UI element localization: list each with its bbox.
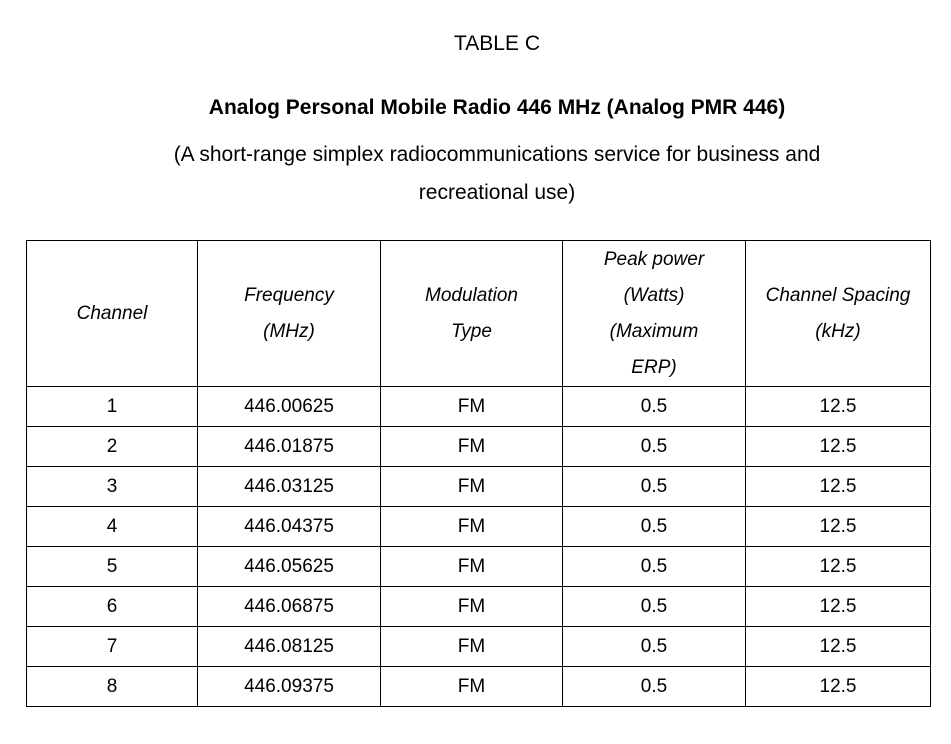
document-subtitle: (A short-range simplex radiocommunications service for business and recreational use) xyxy=(173,143,821,204)
modulation-cell: FM xyxy=(381,427,563,467)
modulation-cell: FM xyxy=(381,507,563,547)
frequency-cell: 446.00625 xyxy=(198,387,381,427)
channel-spacing-cell: 12.5 xyxy=(746,387,931,427)
channel-cell: 2 xyxy=(27,427,198,467)
document-title: Analog Personal Mobile Radio 446 MHz (Analog PMR 446) xyxy=(208,96,786,119)
channel-spacing-cell: 12.5 xyxy=(746,587,931,627)
table-row xyxy=(27,507,931,547)
channel-cell: 1 xyxy=(27,387,198,427)
frequency-cell: 446.03125 xyxy=(198,467,381,507)
channel-cell: 3 xyxy=(27,467,198,507)
channel-cell: 4 xyxy=(27,507,198,547)
table-row xyxy=(27,627,931,667)
table-row xyxy=(27,547,931,587)
peak-power-cell: 0.5 xyxy=(563,667,746,707)
frequency-cell: 446.04375 xyxy=(198,507,381,547)
frequency-cell: 446.09375 xyxy=(198,667,381,707)
table-row xyxy=(27,387,931,427)
channel-spacing-cell: 12.5 xyxy=(746,507,931,547)
channel-table-body xyxy=(27,387,931,707)
peak-power-cell: 0.5 xyxy=(563,427,746,467)
modulation-cell: FM xyxy=(381,587,563,627)
channel-table xyxy=(26,240,931,707)
table-row xyxy=(27,667,931,707)
frequency-cell: 446.08125 xyxy=(198,627,381,667)
table-row xyxy=(27,427,931,467)
channel-spacing-cell: 12.5 xyxy=(746,547,931,587)
modulation-cell: FM xyxy=(381,387,563,427)
channel-spacing-cell: 12.5 xyxy=(746,627,931,667)
channel-cell: 5 xyxy=(27,547,198,587)
peak-power-cell: 0.5 xyxy=(563,627,746,667)
frequency-cell: 446.05625 xyxy=(198,547,381,587)
header-modulation-type: Modulation Type xyxy=(381,241,563,387)
channel-spacing-cell: 12.5 xyxy=(746,427,931,467)
peak-power-cell: 0.5 xyxy=(563,507,746,547)
channel-cell: 8 xyxy=(27,667,198,707)
header-frequency: Frequency (MHz) xyxy=(198,241,381,387)
header-channel: Channel xyxy=(27,241,198,387)
channel-cell: 6 xyxy=(27,587,198,627)
modulation-cell: FM xyxy=(381,667,563,707)
table-label: TABLE C xyxy=(454,32,540,55)
channel-spacing-cell: 12.5 xyxy=(746,467,931,507)
modulation-cell: FM xyxy=(381,627,563,667)
header-peak-power: Peak power (Watts) (Maximum ERP) xyxy=(563,241,746,387)
frequency-cell: 446.06875 xyxy=(198,587,381,627)
table-row xyxy=(27,587,931,627)
peak-power-cell: 0.5 xyxy=(563,467,746,507)
peak-power-cell: 0.5 xyxy=(563,587,746,627)
channel-table-header xyxy=(27,241,931,387)
peak-power-cell: 0.5 xyxy=(563,387,746,427)
table-row xyxy=(27,467,931,507)
header-channel-spacing: Channel Spacing (kHz) xyxy=(746,241,931,387)
modulation-cell: FM xyxy=(381,467,563,507)
modulation-cell: FM xyxy=(381,547,563,587)
peak-power-cell: 0.5 xyxy=(563,547,746,587)
channel-cell: 7 xyxy=(27,627,198,667)
frequency-cell: 446.01875 xyxy=(198,427,381,467)
channel-spacing-cell: 12.5 xyxy=(746,667,931,707)
header-row xyxy=(27,241,931,387)
